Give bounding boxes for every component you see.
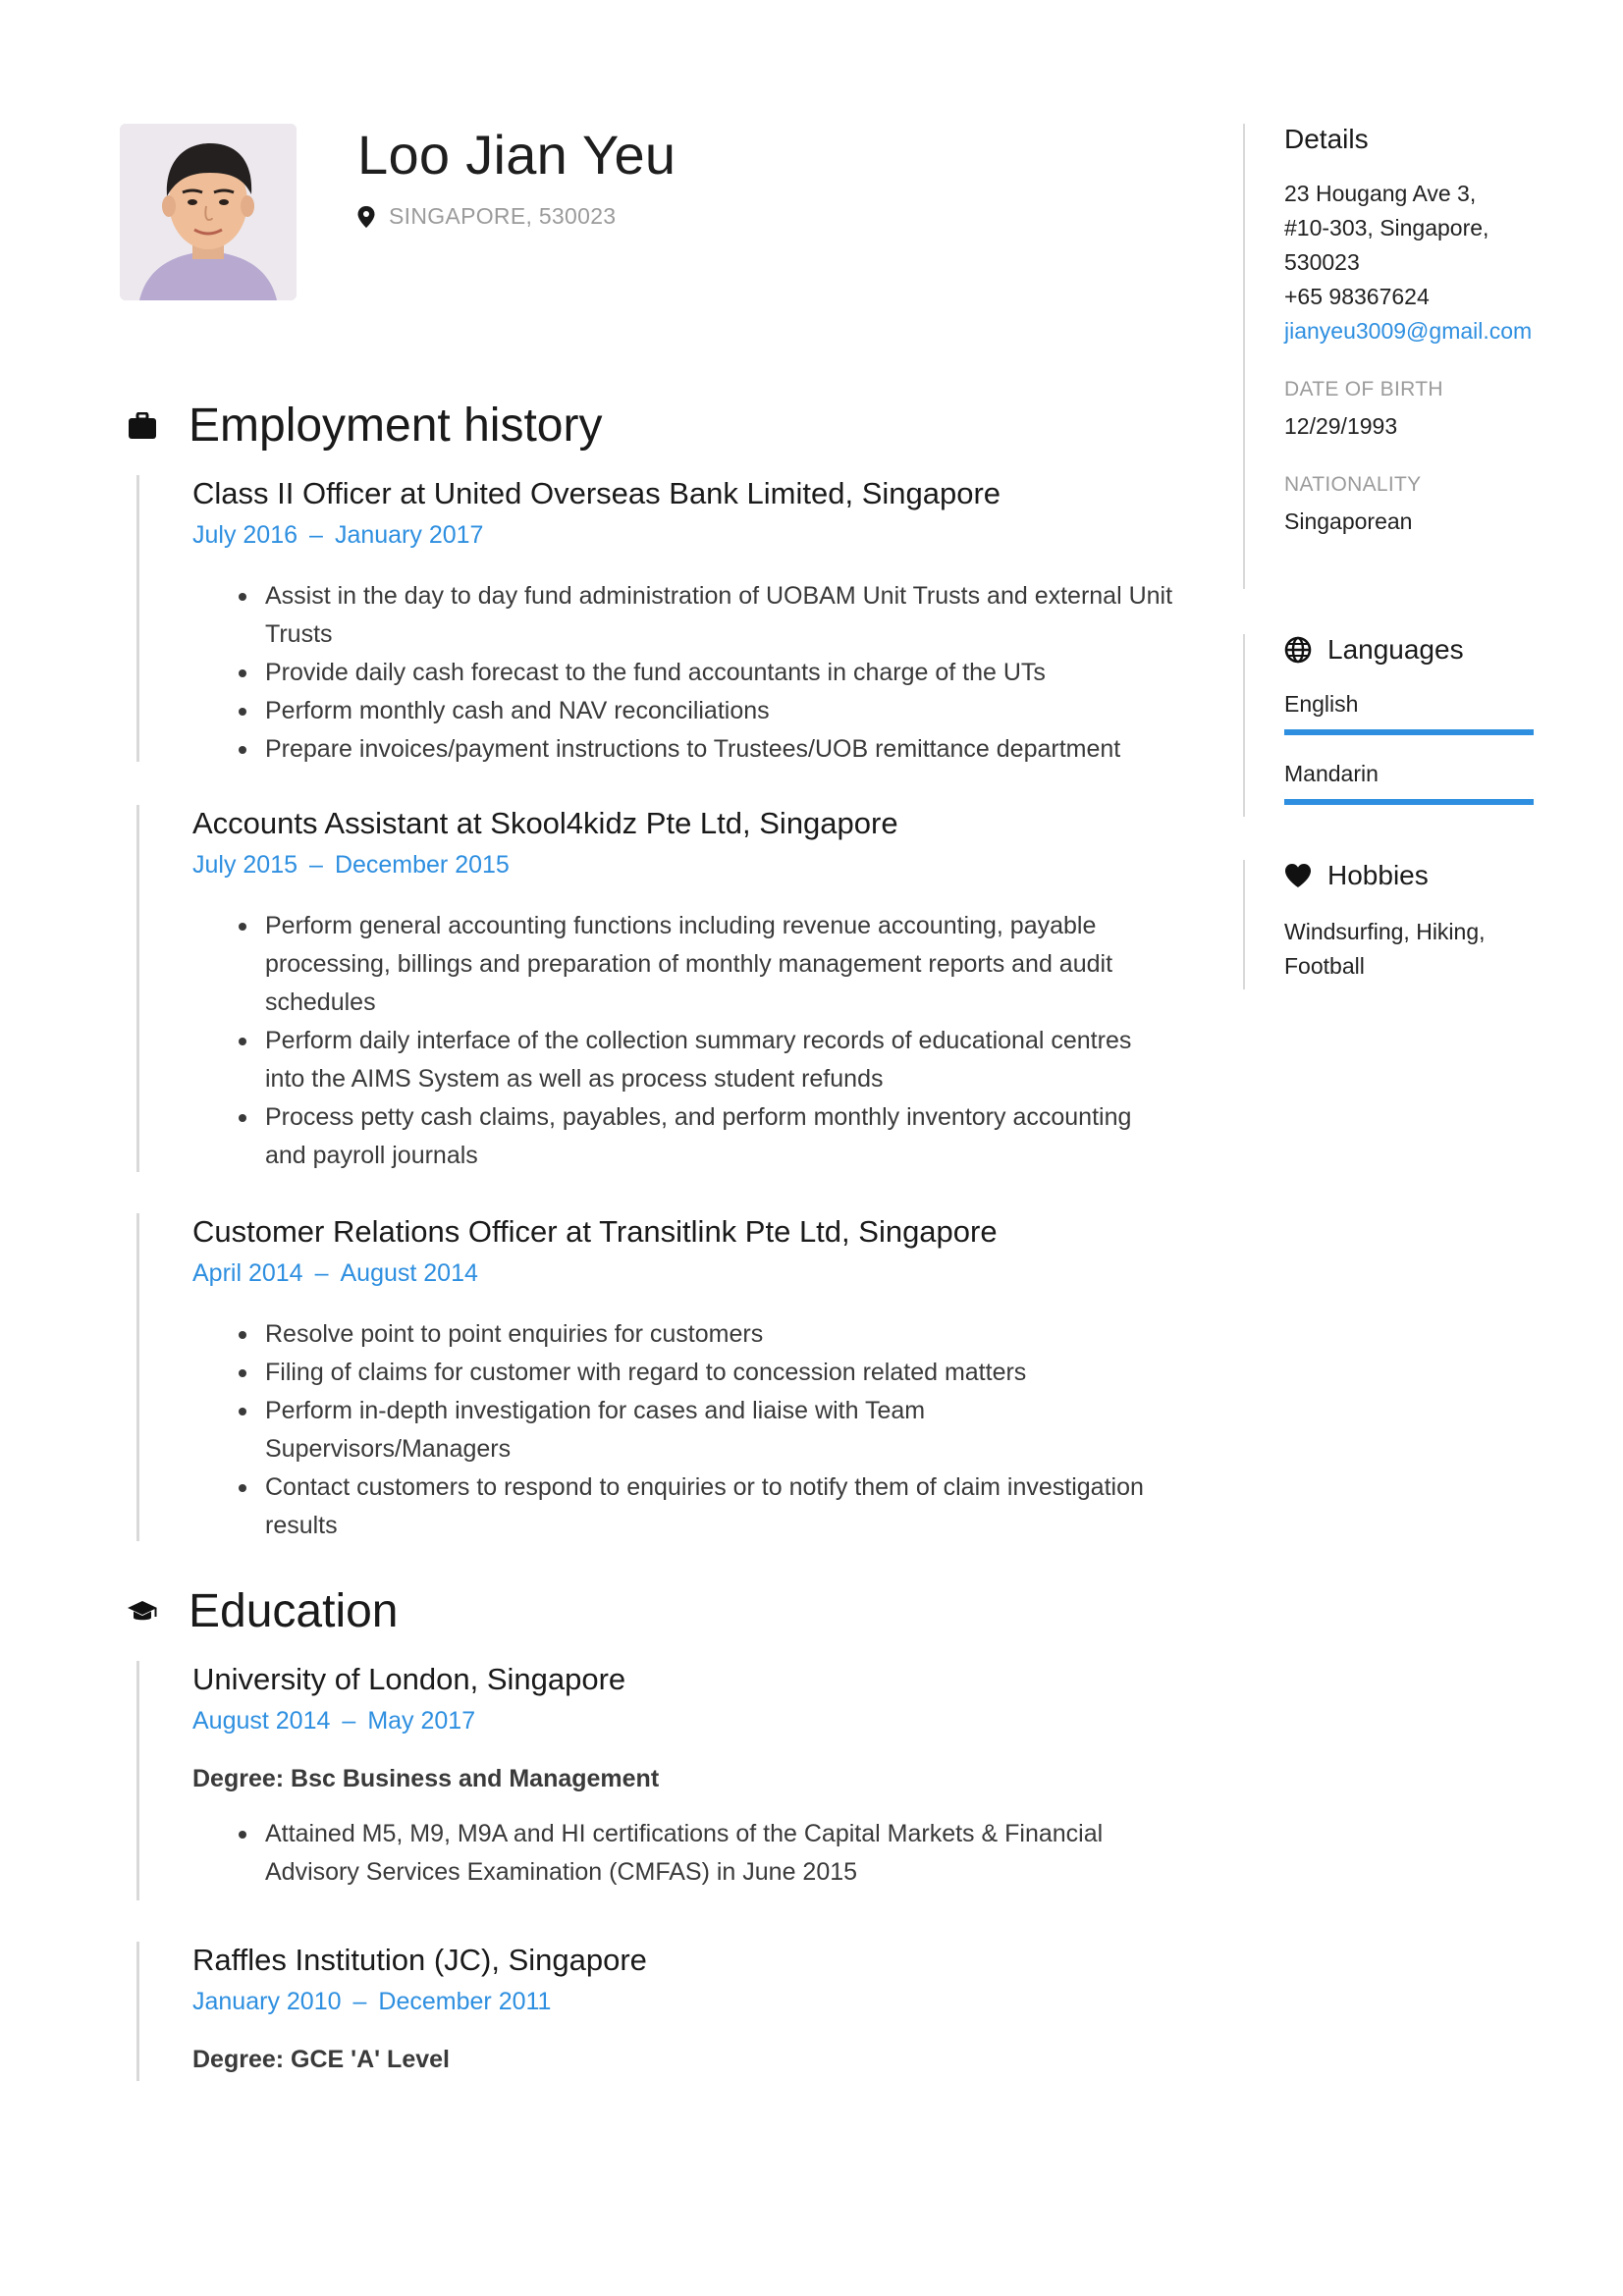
bullet-item: Perform in-depth investigation for cases and liaise with Team Supervisors/Managers — [265, 1392, 1177, 1468]
employment-entry — [136, 475, 1177, 762]
bullet-item: Filing of claims for customer with regard to concession related matters — [265, 1354, 1177, 1392]
entry-title: Class II Officer at United Overseas Bank Limited, Singapore — [192, 476, 1001, 510]
hobbies-list — [1284, 915, 1486, 984]
entry-title: Raffles Institution (JC), Singapore — [192, 1943, 647, 1977]
hobbies-panel — [1243, 860, 1486, 989]
entry-dates: July 2016 – January 2017 — [192, 521, 484, 550]
location — [357, 203, 616, 230]
entry-bullet-list — [192, 577, 1177, 769]
entry-end-date: August 2014 — [340, 1259, 478, 1288]
bullet-item: Provide daily cash forecast to the fund accountants in charge of the UTs — [265, 654, 1177, 692]
phone-number: +65 98367624 — [1284, 284, 1430, 309]
entry-start-date: April 2014 — [192, 1259, 303, 1288]
language-item — [1284, 691, 1534, 735]
address-line: #10-303, Singapore, — [1284, 215, 1489, 240]
hobbies-line: Football — [1284, 953, 1365, 979]
entry-end-date: May 2017 — [367, 1707, 476, 1735]
address-line: 530023 — [1284, 249, 1360, 275]
entry-bullet-list — [192, 1815, 1177, 1892]
entry-title: Accounts Assistant at Skool4kidz Pte Ltd, Singapore — [192, 806, 898, 840]
entry-dates: August 2014 – May 2017 — [192, 1707, 476, 1735]
globe-icon — [1284, 636, 1312, 664]
entry-dates: January 2010 – December 2011 — [192, 1988, 552, 2016]
entry-title: University of London, Singapore — [192, 1662, 626, 1696]
employment-section-title: Employment history — [189, 400, 603, 452]
bullet-item: Contact customers to respond to enquiries or to notify them of claim investigation results — [265, 1468, 1177, 1545]
entry-dates: July 2015 – December 2015 — [192, 851, 510, 880]
address-line: 23 Hougang Ave 3, — [1284, 181, 1477, 206]
language-name: English — [1284, 691, 1359, 717]
education-section-title: Education — [189, 1585, 399, 1637]
entry-degree: Degree: GCE 'A' Level — [192, 2045, 450, 2073]
languages-title: Languages — [1327, 634, 1464, 665]
bullet-item: Perform general accounting functions including revenue accounting, payable processing, billings and preparation of monthly management reports and audit schedules — [265, 907, 1177, 1022]
language-level-fill — [1284, 729, 1534, 735]
entry-bullet-list — [192, 907, 1177, 1175]
hobbies-line: Windsurfing, Hiking, — [1284, 919, 1486, 944]
details-title: Details — [1284, 124, 1369, 154]
dob-label: DATE OF BIRTH — [1284, 378, 1443, 400]
entry-degree: Degree: Bsc Business and Management — [192, 1764, 660, 1792]
heart-icon — [1284, 862, 1312, 889]
language-item — [1284, 761, 1534, 805]
employment-entry — [136, 805, 1177, 1172]
education-section-header — [126, 1584, 399, 1638]
dob-value: 12/29/1993 — [1284, 413, 1398, 439]
profile-photo — [120, 124, 297, 300]
education-entry — [136, 1661, 1177, 1900]
hobbies-header — [1284, 860, 1486, 891]
entry-end-date: December 2015 — [334, 851, 510, 880]
language-level-bar — [1284, 729, 1534, 735]
entry-bullet-list — [192, 1315, 1177, 1545]
bullet-item: Perform daily interface of the collection summary records of educational centres into the AIMS System as well as process student refunds — [265, 1022, 1177, 1098]
language-name: Mandarin — [1284, 761, 1379, 786]
entry-start-date: January 2010 — [192, 1988, 342, 2016]
details-panel — [1243, 124, 1532, 589]
bullet-item: Process petty cash claims, payables, and perform monthly inventory accounting and payroll journals — [265, 1098, 1177, 1175]
bullet-item: Prepare invoices/payment instructions to Trustees/UOB remittance department — [265, 730, 1177, 769]
employment-section-header — [126, 399, 602, 453]
entry-start-date: August 2014 — [192, 1707, 331, 1735]
employment-entry — [136, 1213, 1177, 1541]
languages-header — [1284, 634, 1534, 666]
education-entry — [136, 1942, 1177, 2081]
location-text: SINGAPORE, 530023 — [389, 203, 617, 229]
nationality-label: NATIONALITY — [1284, 473, 1422, 496]
candidate-name: Loo Jian Yeu — [357, 124, 676, 186]
hobbies-title: Hobbies — [1327, 860, 1429, 890]
graduation-cap-icon — [126, 1595, 159, 1629]
address — [1284, 177, 1532, 280]
bullet-item: Attained M5, M9, M9A and HI certifications of the Capital Markets & Financial Advisory Services Examination (CMFAS) in June 2015 — [265, 1815, 1177, 1892]
entry-dates: April 2014 – August 2014 — [192, 1259, 478, 1288]
language-level-fill — [1284, 799, 1534, 805]
entry-start-date: July 2016 — [192, 521, 298, 550]
bullet-item: Assist in the day to day fund administration of UOBAM Unit Trusts and external Unit Trusts — [265, 577, 1177, 654]
briefcase-icon — [126, 409, 159, 443]
bullet-item: Perform monthly cash and NAV reconciliations — [265, 692, 1177, 730]
languages-panel — [1243, 634, 1534, 817]
email-link[interactable]: jianyeu3009@gmail.com — [1284, 318, 1533, 344]
entry-start-date: July 2015 — [192, 851, 298, 880]
language-level-bar — [1284, 799, 1534, 805]
bullet-item: Resolve point to point enquiries for customers — [265, 1315, 1177, 1354]
map-pin-icon — [357, 206, 375, 228]
nationality-value: Singaporean — [1284, 508, 1413, 534]
entry-title: Customer Relations Officer at Transitlink Pte Ltd, Singapore — [192, 1214, 998, 1249]
entry-end-date: December 2011 — [378, 1988, 552, 2016]
entry-end-date: January 2017 — [334, 521, 484, 550]
